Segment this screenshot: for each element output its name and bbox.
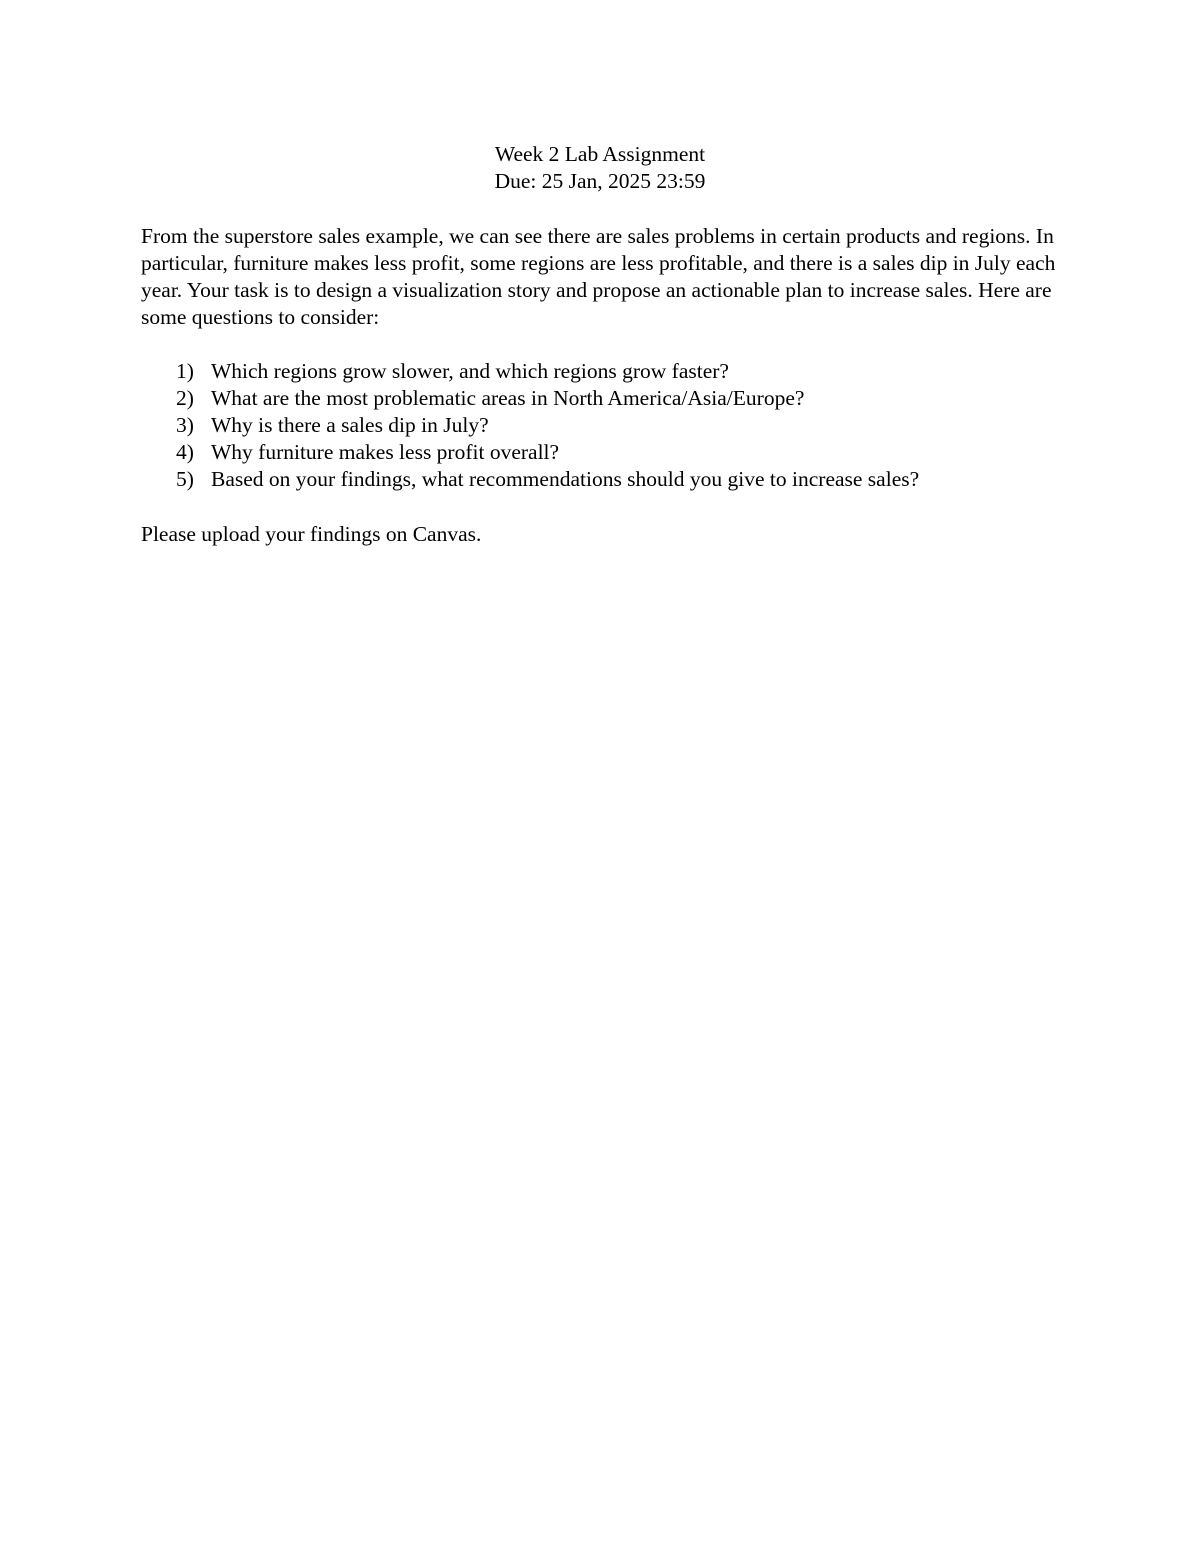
list-item-number: 2) <box>176 386 194 410</box>
list-item-number: 3) <box>176 413 194 437</box>
list-item-number: 1) <box>176 359 194 383</box>
list-item-number: 4) <box>176 440 194 464</box>
list-item <box>141 412 1066 439</box>
list-item-text: Why furniture makes less profit overall? <box>211 440 560 464</box>
due-date: Due: 25 Jan, 2025 23:59 <box>494 169 706 193</box>
list-item-text: Based on your findings, what recommendations should you give to increase sales? <box>211 467 920 491</box>
document-title: Week 2 Lab Assignment <box>494 142 706 166</box>
list-item-text: Which regions grow slower, and which regions grow faster? <box>211 359 729 383</box>
list-item-text: Why is there a sales dip in July? <box>211 413 489 437</box>
list-item <box>141 439 1066 466</box>
questions-list <box>141 358 1066 493</box>
closing-paragraph: Please upload your findings on Canvas. <box>141 522 482 546</box>
list-item <box>141 466 1066 493</box>
list-item-number: 5) <box>176 467 194 491</box>
intro-paragraph: From the superstore sales example, we can see there are sales problems in certain products and regions. In particular, furniture makes less profit, some regions are less profitable, and there is a sales dip in July each year. Your task is to design a visualization story and propose an actionable plan to increase sales. Here are some questions to consider: <box>141 224 1056 329</box>
list-item <box>141 385 1066 412</box>
list-item-text: What are the most problematic areas in North America/Asia/Europe? <box>211 386 805 410</box>
list-item <box>141 358 1066 385</box>
